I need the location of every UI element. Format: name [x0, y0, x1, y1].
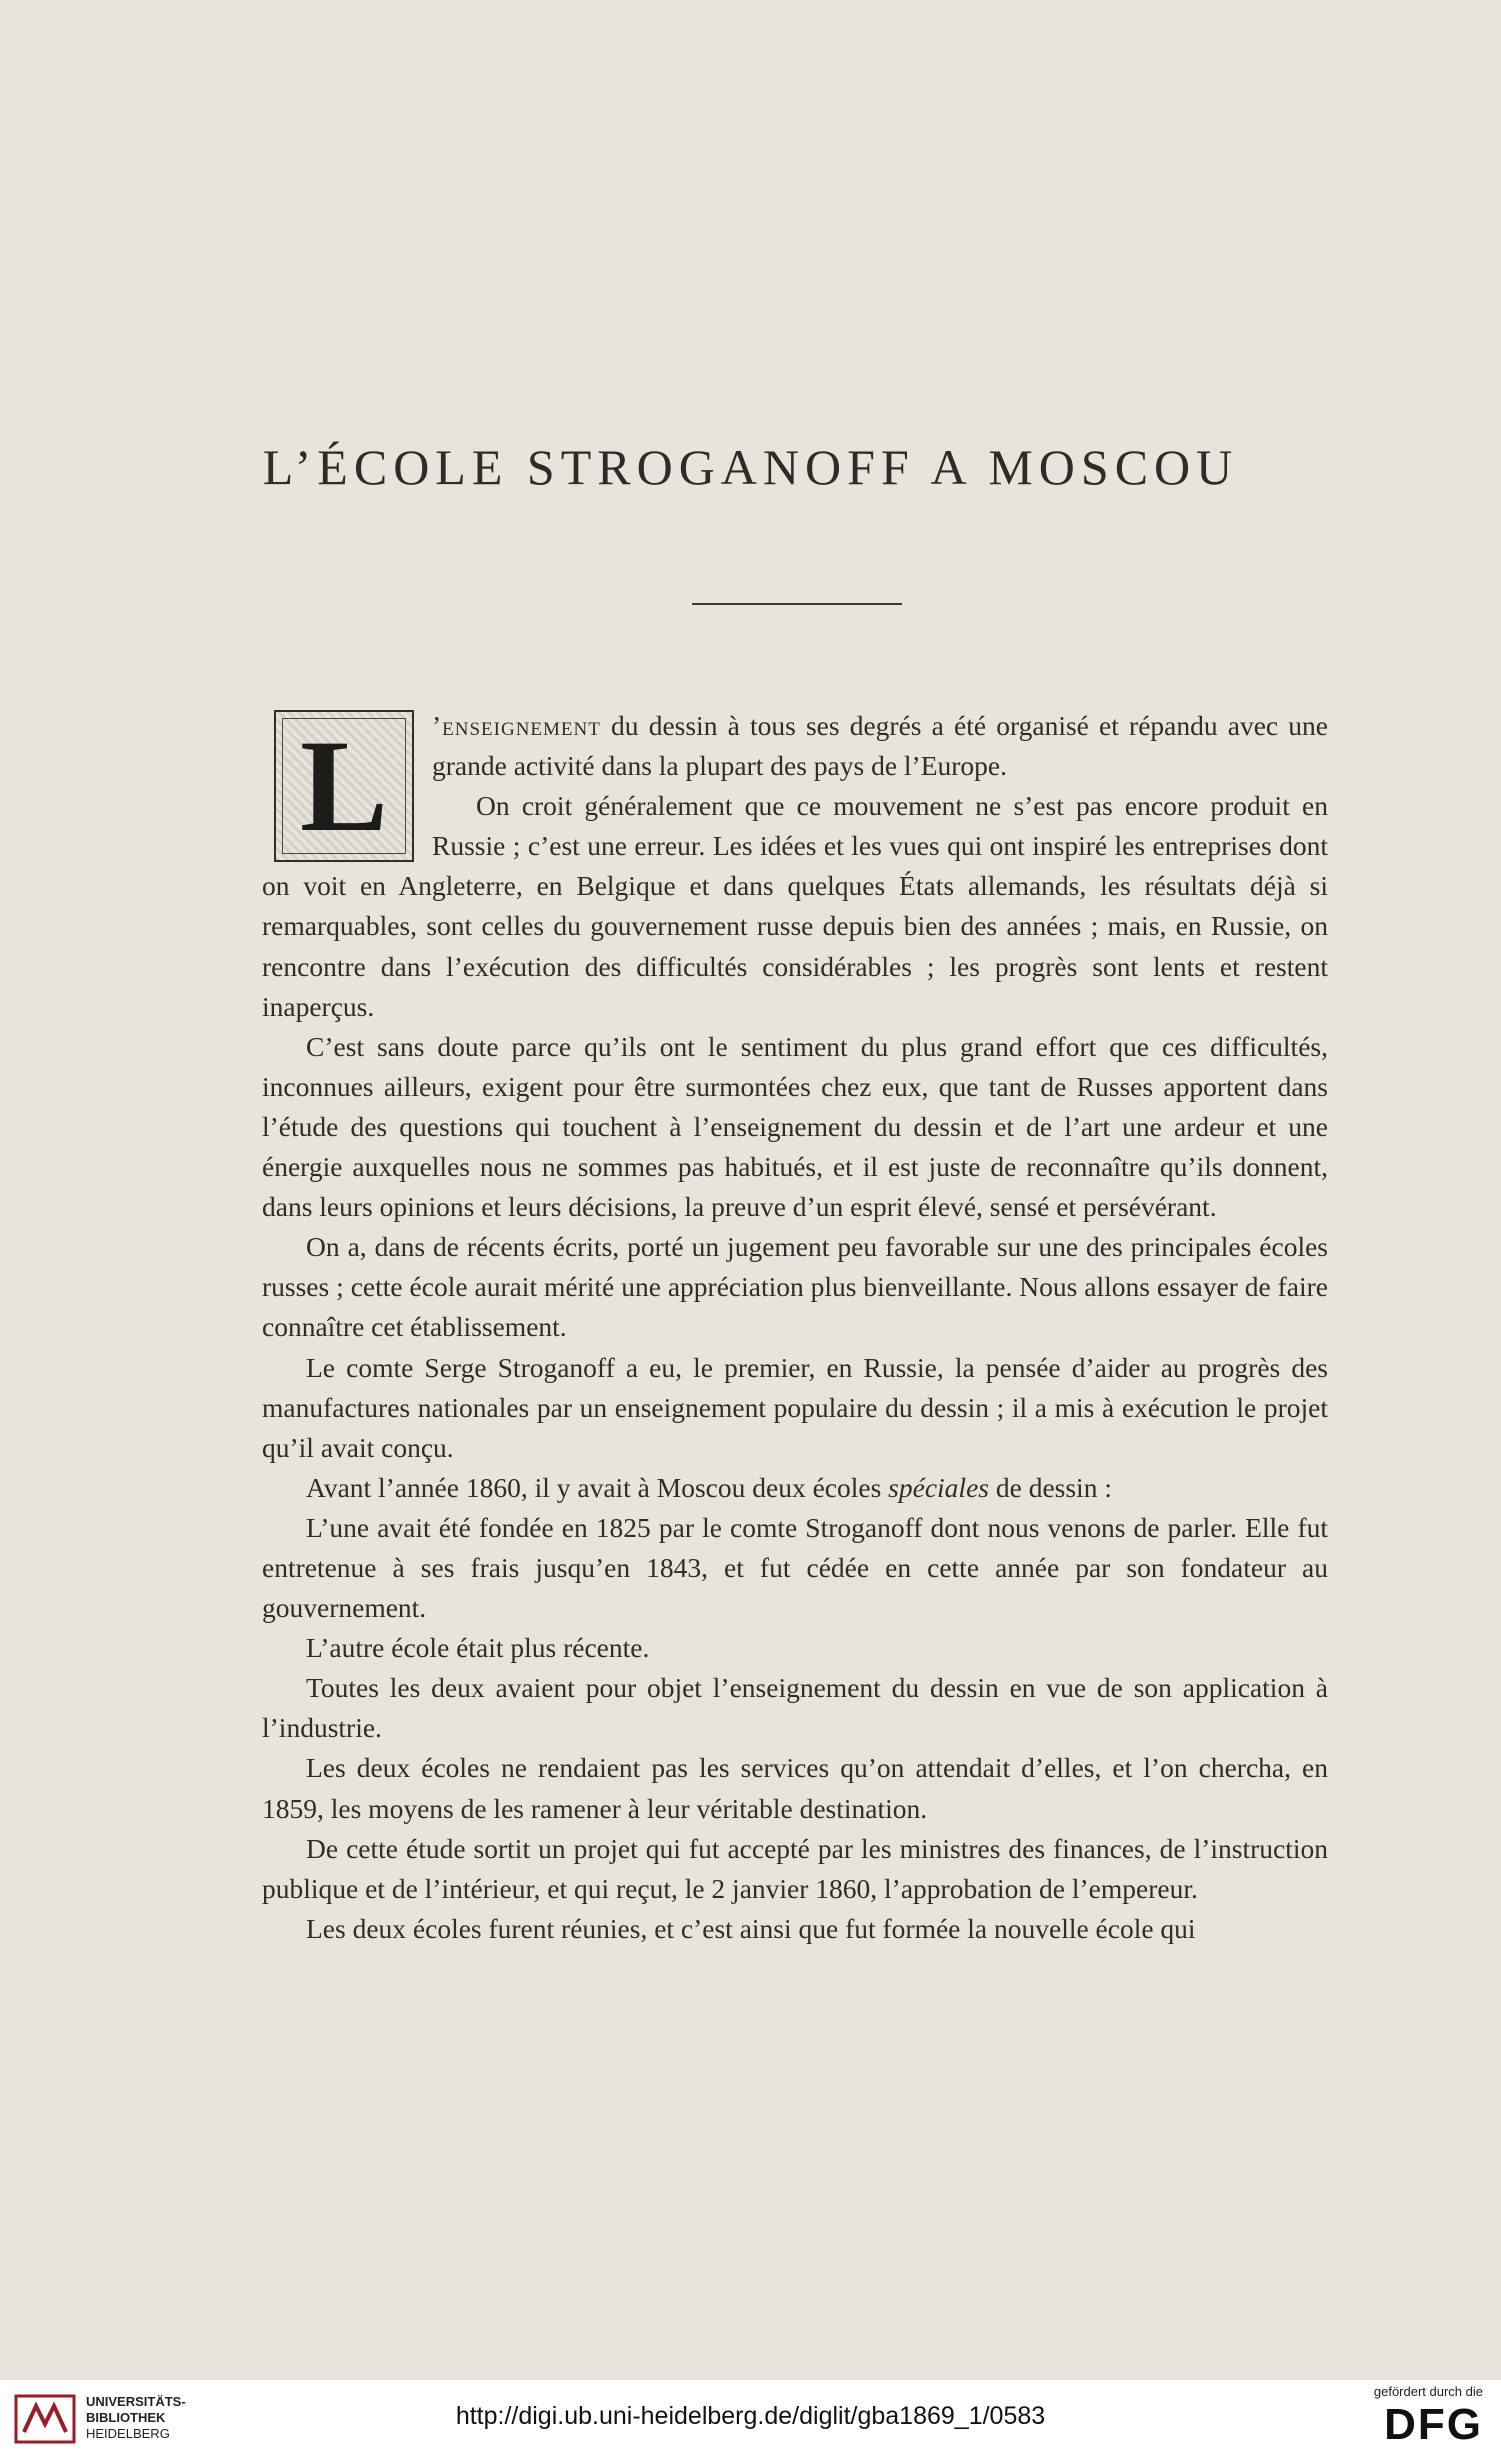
dropcap-letter: L [299, 712, 389, 859]
library-name-line: UNIVERSITÄTS- [86, 2394, 186, 2409]
paragraph: On croit généralement que ce mouvement ne s’est pas encore produit en Russie ; c’est une erreur. Les idées et les vues qui ont inspiré les entreprises dont on voit en Angleterre, en Belgique et dans quelques États allemands, les résultats déjà si remarquables, sont celles du gouvernement russe depuis bien des années ; mais, en Russie, on rencontre dans l’exécution des difficultés considérables ; les progrès sont lents et restent inaperçus. [262, 790, 1328, 1022]
ornamental-dropcap [274, 710, 414, 862]
library-name-line: BIBLIOTHEK [86, 2410, 166, 2425]
lead-word: ’enseignement [432, 710, 601, 741]
paragraph-text: de dessin : [988, 1471, 1112, 1503]
paragraph [262, 706, 1328, 859]
library-name-line: HEIDELBERG [86, 2426, 170, 2441]
title-divider [692, 603, 902, 605]
viewer-footer [0, 2380, 1501, 2454]
dfg-logo: DFG [1384, 2400, 1483, 2449]
page-title: L’ÉCOLE STROGANOFF A MOSCOU [262, 439, 1239, 495]
paragraph: Les deux écoles ne rendaient pas les services qu’on attendait d’elles, et l’on chercha, en 1859, les moyens de les ramener à leur véritable destination. [262, 1752, 1328, 1824]
paragraph: De cette étude sortit un projet qui fut accepté par les ministres des finances, de l’instruction publique et de l’intérieur, et qui reçut, le 2 janvier 1860, l’approbation de l’empereur. [262, 1832, 1328, 1904]
paragraph: L’autre école était plus récente. [306, 1632, 650, 1664]
paragraph: C’est sans doute parce qu’ils ont le sentiment du plus grand effort que ces difficultés, inconnues ailleurs, exigent pour être surmontées chez eux, que tant de Russes apportent dans l’étude des questions qui touchent à l’enseignement du dessin et de l’art une ardeur et une énergie auxquelles nous ne sommes pas habitués, et il est juste de reconnaître qu’ils donnent, dans leurs opinions et leurs décisions, la preuve d’un esprit élevé, sensé et persévérant. [262, 1030, 1328, 1223]
paragraph-text: Avant l’année 1860, il y avait à Moscou deux écoles [306, 1471, 889, 1503]
paragraph [262, 1468, 1328, 1508]
article-body [262, 706, 1328, 1949]
paragraph: On a, dans de récents écrits, porté un jugement peu favorable sur une des principales écoles russes ; cette école aurait mérité une appréciation plus bienveillante. Nous allons essayer de faire connaître cet établissement. [262, 1231, 1328, 1343]
paragraph: Toutes les deux avaient pour objet l’enseignement du dessin en vue de son application à l’industrie. [262, 1672, 1328, 1744]
italic-word: spéciales [888, 1471, 989, 1503]
paragraph: Le comte Serge Stroganoff a eu, le premier, en Russie, la pensée d’aider au progrès des manufactures nationales par un enseignement populaire du dessin ; il a mis à exécution le projet qu’il avait conçu. [262, 1351, 1328, 1463]
paragraph: Les deux écoles furent réunies, et c’est ainsi que fut formée la nouvelle école qui [306, 1912, 1196, 1944]
paragraph: L’une avait été fondée en 1825 par le comte Stroganoff dont nous venons de parler. Elle fut entretenue à ses frais jusqu’en 1843, et fut cédée en cette année par son fondateur au gouvernement. [262, 1511, 1328, 1624]
paragraph-text: du dessin à tous ses degrés a été organisé et répandu avec une grande activité dans la plupart des pays de l’Europe. [432, 710, 1328, 782]
funding-caption: gefördert durch die [1373, 2384, 1483, 2399]
permalink-url[interactable]: http://digi.ub.uni-heidelberg.de/diglit/gba1869_1/0583 [455, 2402, 1046, 2430]
